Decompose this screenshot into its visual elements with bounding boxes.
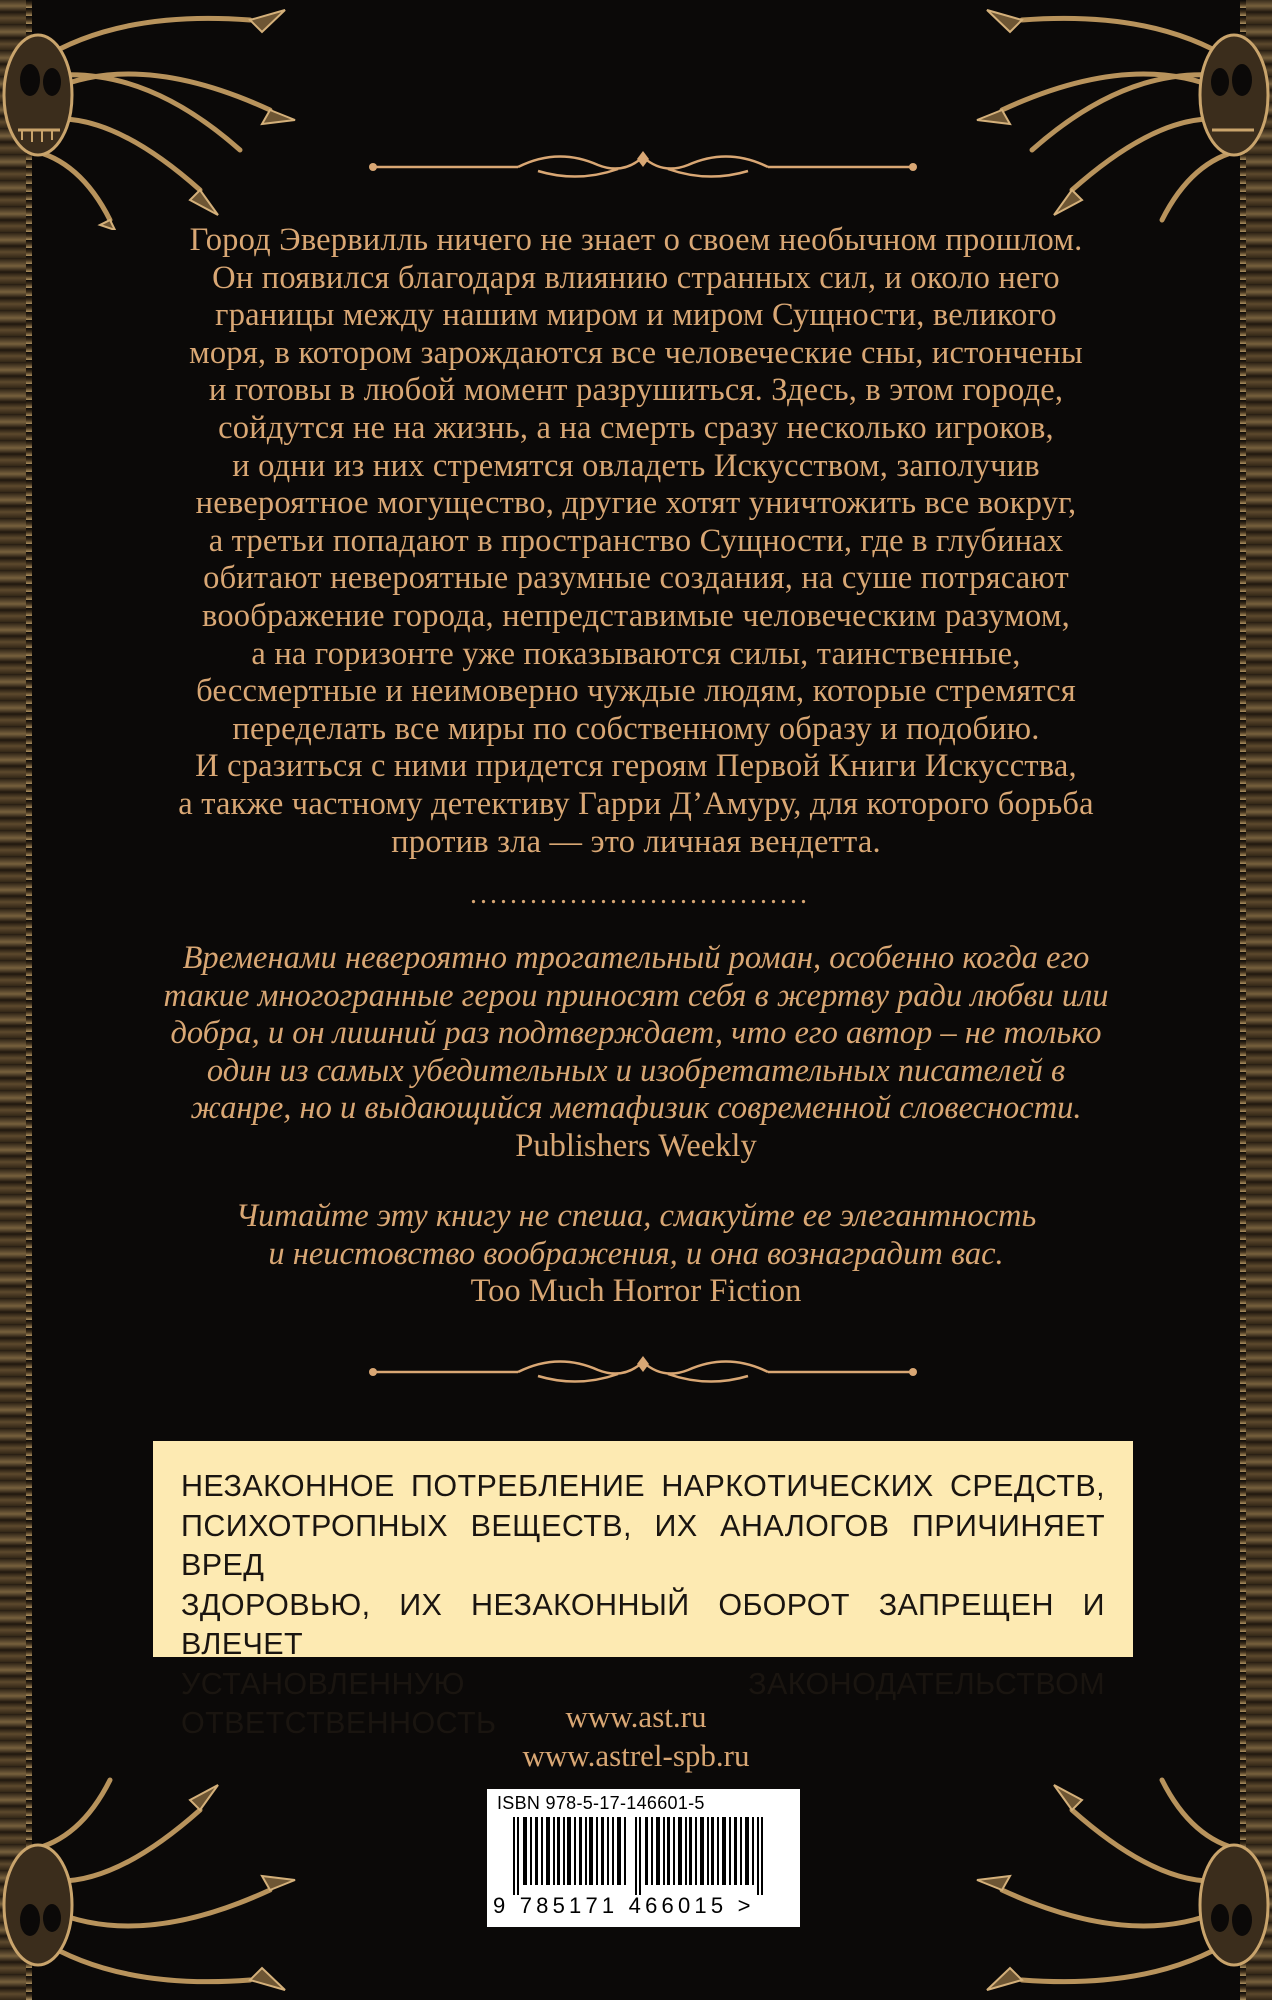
synopsis-line: бессмертные и неимоверно чуждые людям, которые стремятся [196,673,1076,710]
scroll-divider-icon [368,145,918,185]
skull-claw-ornament-icon [0,0,300,230]
synopsis-line: И сразиться с ними придется героям Первой Книги Искусства, [195,748,1077,785]
review-quote-line: Читайте эту книгу не спеша, смакуйте ее элегантность [235,1198,1037,1234]
book-synopsis [120,222,1152,861]
review-quote-line: один из самых убедительных и изобретательных писателей в [206,1052,1066,1089]
synopsis-line: воображение города, непредставимые человеческим разумом, [202,597,1070,634]
publisher-url[interactable]: www.astrel-spb.ru [522,1738,750,1773]
skull-claw-ornament-icon [0,1770,300,2000]
review-quote [120,1198,1152,1311]
publisher-urls [386,1697,886,1775]
publisher-url[interactable]: www.ast.ru [565,1699,707,1734]
right-ornament-border [1246,0,1272,2000]
skull-claw-ornament-icon [972,0,1272,230]
scroll-divider-icon [368,1350,918,1390]
warning-line: УСТАНОВЛЕННУЮ ЗАКОНОДАТЕЛЬСТВОМ ОТВЕТСТВЕННОСТЬ [181,1666,1105,1740]
left-ornament-border [0,0,26,2000]
barcode-bars-icon [499,1817,789,1895]
synopsis-line: против зла — это личная вендетта. [391,823,881,860]
synopsis-line: а также частному детективу Гарри Д’Амуру, для которого борьба [178,785,1094,822]
review-quote-line: жанре, но и выдающийся метафизик современной словесности. [190,1090,1082,1127]
review-quote-line: Временами невероятно трогательный роман, особенно когда его [182,940,1090,976]
isbn-barcode [487,1789,800,1927]
barcode-digits: 9 785171 466015 > [493,1893,755,1918]
warning-line: НЕЗАКОННОЕ ПОТРЕБЛЕНИЕ НАРКОТИЧЕСКИХ СРЕДСТВ, [181,1469,1105,1503]
review-source: Publishers Weekly [515,1127,757,1164]
review-quote-line: добра, и он лишний раз подтверждает, что его автор – не только [170,1015,1102,1052]
review-quote-line: и неистовство воображения, и она вознаградит вас. [268,1235,1004,1272]
synopsis-line: переделать все миры по собственному образу и подобию. [232,710,1040,747]
review-quote-line: такие многогранные герои приносят себя в жертву ради любви или [163,977,1109,1014]
synopsis-line: и готовы в любой момент разрушиться. Здесь, в этом городе, [208,372,1064,409]
synopsis-line: границы между нашим миром и миром Сущности, великого [215,297,1057,334]
skull-claw-ornament-icon [972,1770,1272,2000]
warning-line: ПСИХОТРОПНЫХ ВЕЩЕСТВ, ИХ АНАЛОГОВ ПРИЧИНЯЕТ ВРЕД [181,1508,1105,1582]
synopsis-line: невероятное могущество, другие хотят уничтожить все вокруг, [195,485,1077,522]
warning-line: ЗДОРОВЬЮ, ИХ НЕЗАКОННЫЙ ОБОРОТ ЗАПРЕЩЕН И ВЛЕЧЕТ [181,1587,1105,1661]
synopsis-line: обитают невероятные разумные создания, на суше потрясают [203,560,1069,597]
review-source: Too Much Horror Fiction [470,1273,802,1310]
isbn-label: ISBN 978-5-17-146601-5 [497,1793,705,1813]
synopsis-line: Он появился благодаря влиянию странных сил, и около него [212,259,1060,296]
dotted-separator: .................................. [470,879,810,910]
synopsis-line: а на горизонте уже показываются силы, таинственные, [251,635,1021,672]
review-quote [120,940,1152,1166]
synopsis-line: и одни из них стремятся овладеть Искусством, заполучив [232,447,1040,484]
synopsis-line: моря, в котором зарождаются все человеческие сны, истончены [189,334,1083,371]
synopsis-line: сойдутся не на жизнь, а на смерть сразу несколько игроков, [218,409,1054,446]
synopsis-line: Город Эвервилль ничего не знает о своем необычном прошлом. [189,222,1083,258]
synopsis-line: а третьи попадают в пространство Сущности, где в глубинах [208,522,1064,559]
